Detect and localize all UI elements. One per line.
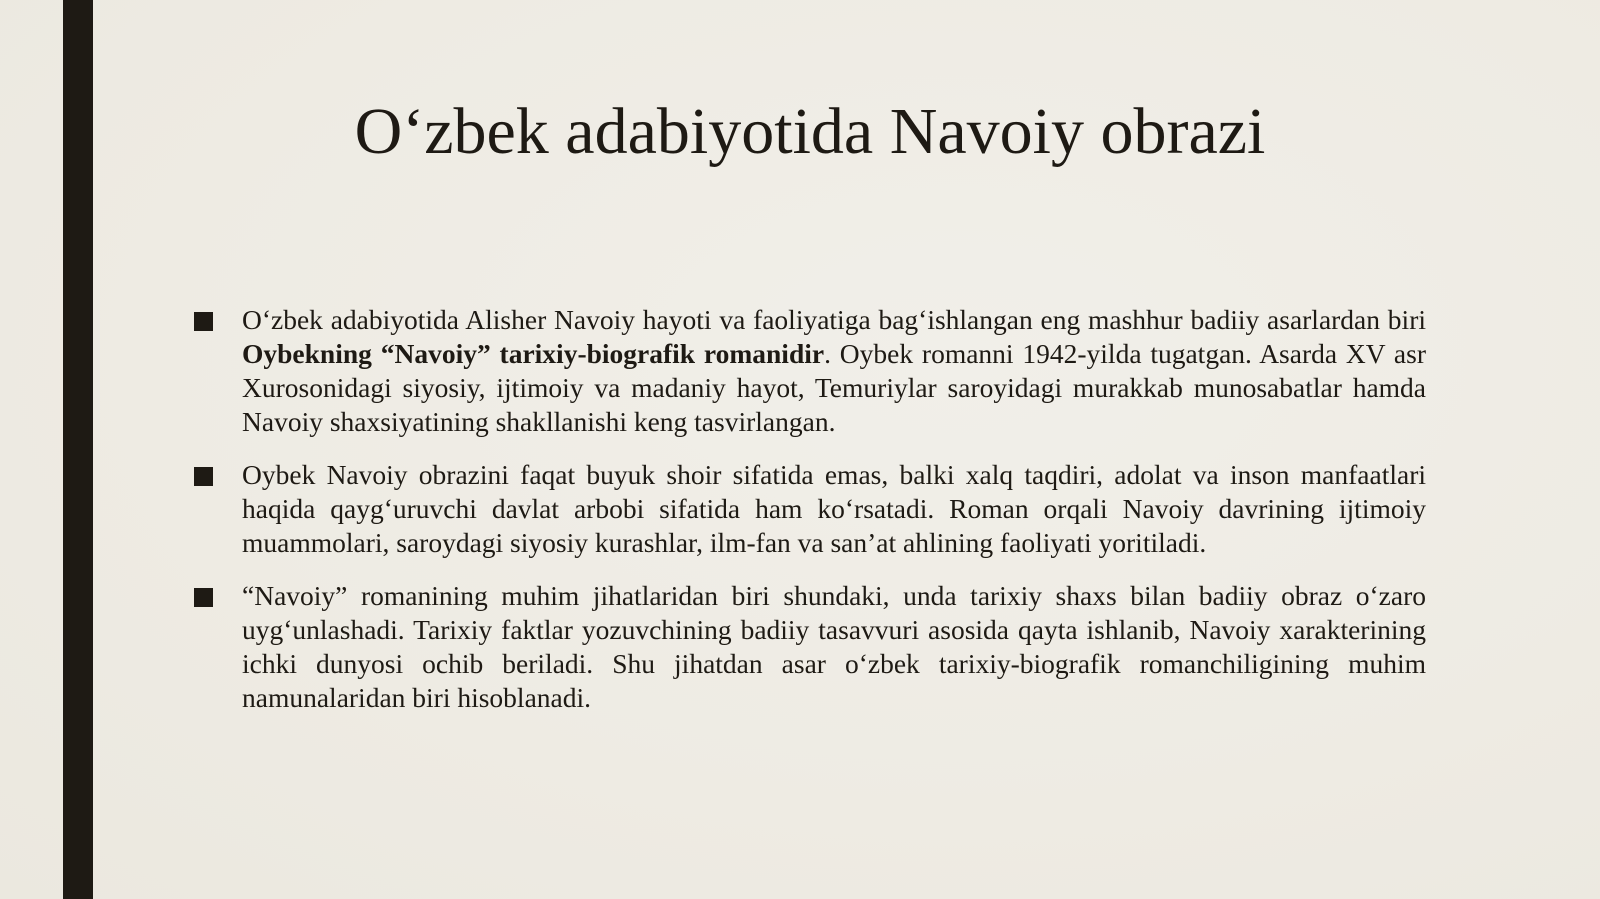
bullet-item-1: [192, 303, 1426, 439]
square-bullet-icon: [194, 588, 213, 607]
square-bullet-icon: [194, 467, 213, 486]
bullet-2-text: Oybek Navoiy obrazini faqat buyuk shoir sifatida emas, balki xalq taqdiri, adolat va inson manfaatlari haqida qayg‘uruvchi davlat arbobi sifatida ham ko‘rsatadi. Roman orqali Navoiy davrining ijtimoiy muammolari, saroydagi siyosiy kurashlar, ilm-fan va san’at ahlining faoliyati yoritiladi.: [242, 459, 1426, 558]
bullet-1-text-start: O‘zbek adabiyotida Alisher Navoiy hayoti va faoliyatiga bag‘ishlangan eng mashhur badiiy asarlardan biri: [242, 304, 1426, 335]
bullet-list: [192, 303, 1426, 734]
slide-title: O‘zbek adabiyotida Navoiy obrazi: [354, 95, 1266, 168]
bullet-item-3: [192, 579, 1426, 715]
bullet-item-2: [192, 458, 1426, 560]
bullet-1-text-end: . Oybek romanni 1942-yilda tugatgan. Asarda XV asr Xurosonidagi siyosiy, ijtimoiy va madaniy hayot, Temuriylar saroyidagi murakkab munosabatlar hamda Navoiy shaxsiyatining shakllanishi keng tasvirlangan.: [242, 338, 1427, 437]
bullet-1-bold-text: Oybekning “Navoiy” tarixiy-biografik romanidir: [242, 338, 825, 369]
accent-bar: [63, 0, 93, 899]
bullet-3-text: “Navoiy” romanining muhim jihatlaridan biri shundaki, unda tarixiy shaxs bilan badiiy obraz o‘zaro uyg‘unlashadi. Tarixiy faktlar yozuvchining badiiy tasavvuri asosida qayta ishlanib, Navoiy xarakterining ichki dunyosi ochib beriladi. Shu jihatdan asar o‘zbek tarixiy-biografik romanchiligining muhim namunalaridan biri hisoblanadi.: [242, 580, 1426, 713]
square-bullet-icon: [194, 312, 213, 331]
